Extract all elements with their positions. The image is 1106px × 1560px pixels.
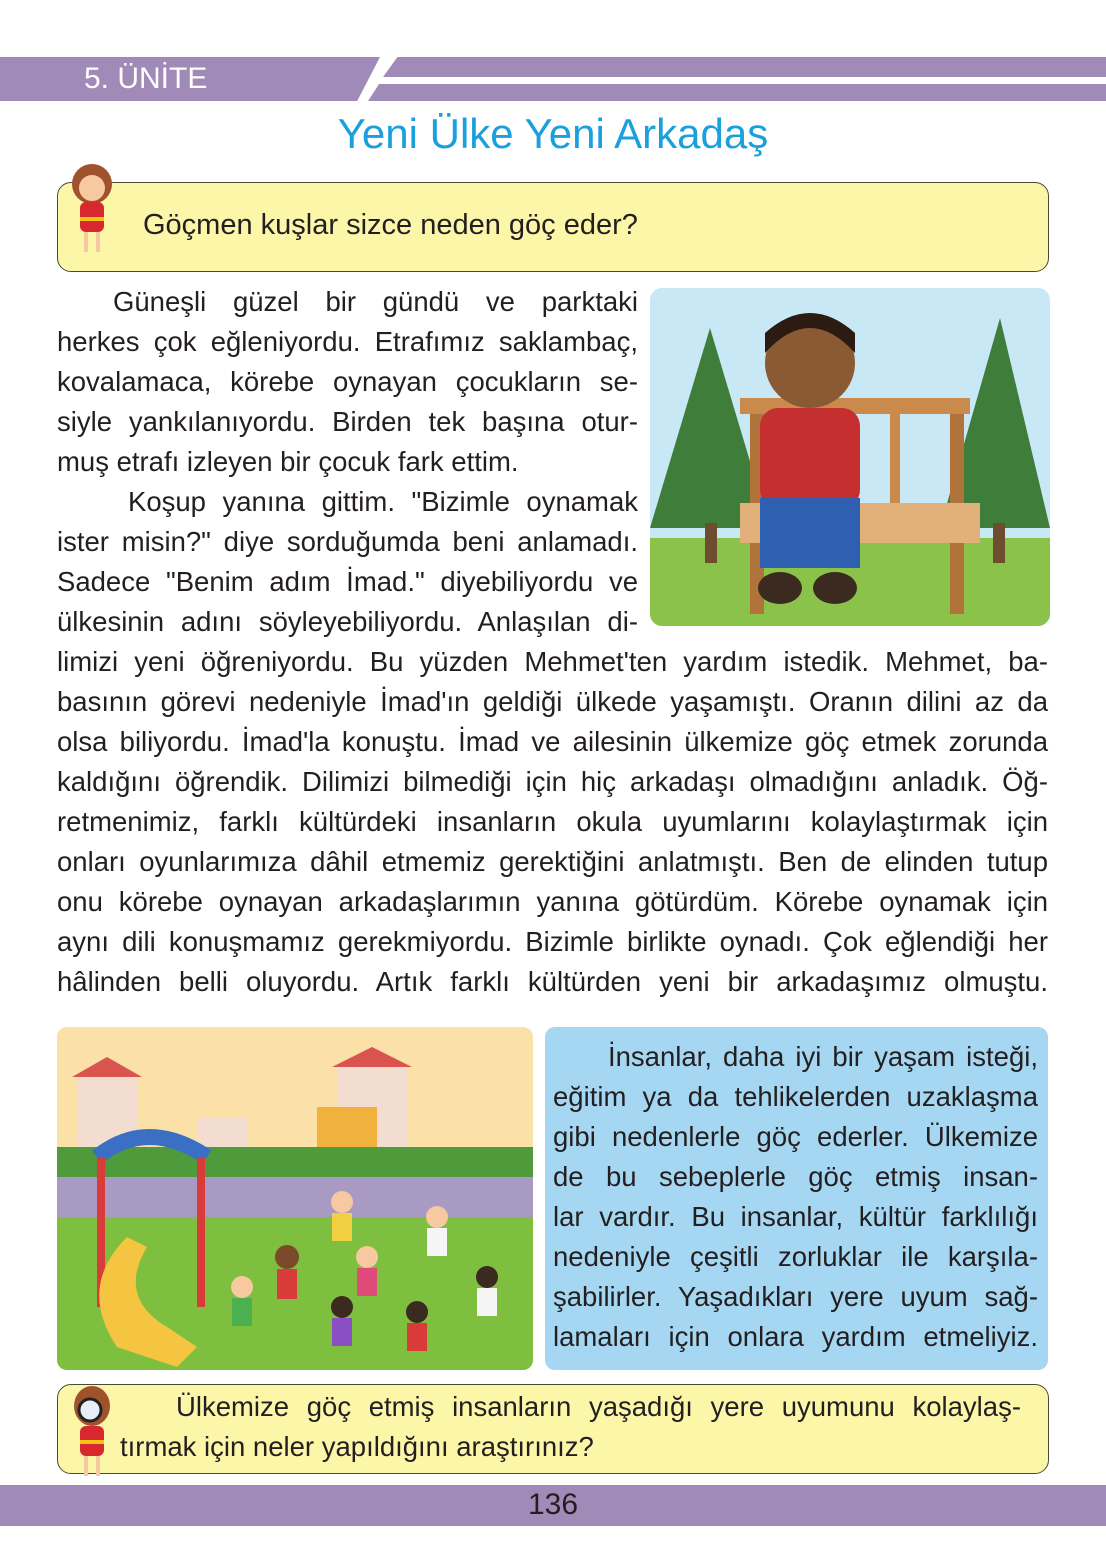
info-line: lar vardır. Bu insanlar, kültür farklılığı	[553, 1201, 1038, 1232]
story-line: limizi yeni öğreniyordu. Bu yüzden Mehmet'ten yardım istedik. Mehmet, ba-	[57, 646, 1048, 677]
story-line: Koşup yanına gittim. "Bizimle oynamak	[128, 486, 638, 517]
question-box-top	[57, 182, 1049, 272]
info-line: şabilirler. Yaşadıkları yere uyum sağ-	[553, 1281, 1038, 1312]
info-line: de bu sebeplerle göç etmiş insan-	[553, 1161, 1038, 1192]
research-question-box	[57, 1384, 1049, 1474]
story-line: ülkesinin adını söyleyebiliyordu. Anlaşılan di-	[57, 606, 638, 637]
unit-label: 5. ÜNİTE	[84, 62, 208, 95]
info-line: gibi nedenlerle göç ederler. Ülkemize	[553, 1121, 1038, 1152]
story-line: kaldığını öğrendik. Dilimizi bilmediği için hiç arkadaşı olmadığını anladık. Öğ-	[57, 766, 1048, 797]
children-playing-park-illustration	[57, 1027, 533, 1370]
info-line: eğitim ya da tehlikelerden uzaklaşma	[553, 1081, 1038, 1112]
header-stripe	[368, 84, 1106, 101]
info-line: nedeniyle çeşitli zorluklar ile karşıla-	[553, 1241, 1038, 1272]
magnifier-girl-icon	[64, 1384, 120, 1480]
boy-on-bench-illustration	[650, 288, 1050, 626]
info-line: lamaları için onlara yardım etmeliyiz.	[553, 1321, 1038, 1352]
page-title: Yeni Ülke Yeni Arkadaş	[337, 110, 769, 157]
story-line: Sadece "Benim adım İmad." diyebiliyordu ve	[57, 566, 638, 597]
story-line: muş etrafı izleyen bir çocuk fark ettim.	[57, 446, 519, 477]
story-line: basının görevi nedeniyle İmad'ın geldiği ülkede yaşamıştı. Oranın dilini az da	[57, 686, 1048, 717]
story-line: ister misin?" diye sorduğumda beni anlamadı.	[57, 526, 638, 557]
story-line: olsa biliyordu. İmad'la konuştu. İmad ve ailesinin ülkemize göç etmek zorunda	[57, 726, 1048, 757]
thinking-girl-icon	[62, 162, 122, 258]
story-line: kovalamaca, körebe oynayan çocukların se-	[57, 366, 638, 397]
question-line: tırmak için neler yapıldığını araştırınız?	[120, 1431, 594, 1462]
info-box	[545, 1027, 1048, 1370]
header-stripe	[383, 57, 1106, 77]
story-line: Güneşli güzel bir gündü ve parktaki	[113, 286, 638, 317]
info-line: İnsanlar, daha iyi bir yaşam isteği,	[608, 1041, 1038, 1072]
story-line: retmenimiz, farklı kültürdeki insanların okula uyumlarını kolaylaştırmak için	[57, 806, 1048, 837]
story-line: onları oyunlarımıza dâhil etmemiz gerektiğini anlatmıştı. Ben de elinden tutup	[57, 846, 1048, 877]
question-text: Göçmen kuşlar sizce neden göç eder?	[143, 209, 638, 241]
story-line: aynı dili konuşmamız gerekmiyordu. Bizimle birlikte oynadı. Çok eğlendiği her	[57, 926, 1048, 957]
story-line: siyle yankılanıyordu. Birden tek başına otur-	[57, 406, 638, 437]
page-number: 136	[527, 1488, 579, 1521]
story-line: onu körebe oynayan arkadaşlarımın yanına götürdüm. Körebe oynamak için	[57, 886, 1048, 917]
story-line: herkes çok eğleniyordu. Etrafımız saklambaç,	[57, 326, 638, 357]
story-line: hâlinden belli oluyordu. Artık farklı kültürden yeni bir arkadaşımız olmuştu.	[57, 966, 1048, 997]
question-line: Ülkemize göç etmiş insanların yaşadığı yere uyumunu kolaylaş-	[176, 1391, 1021, 1422]
